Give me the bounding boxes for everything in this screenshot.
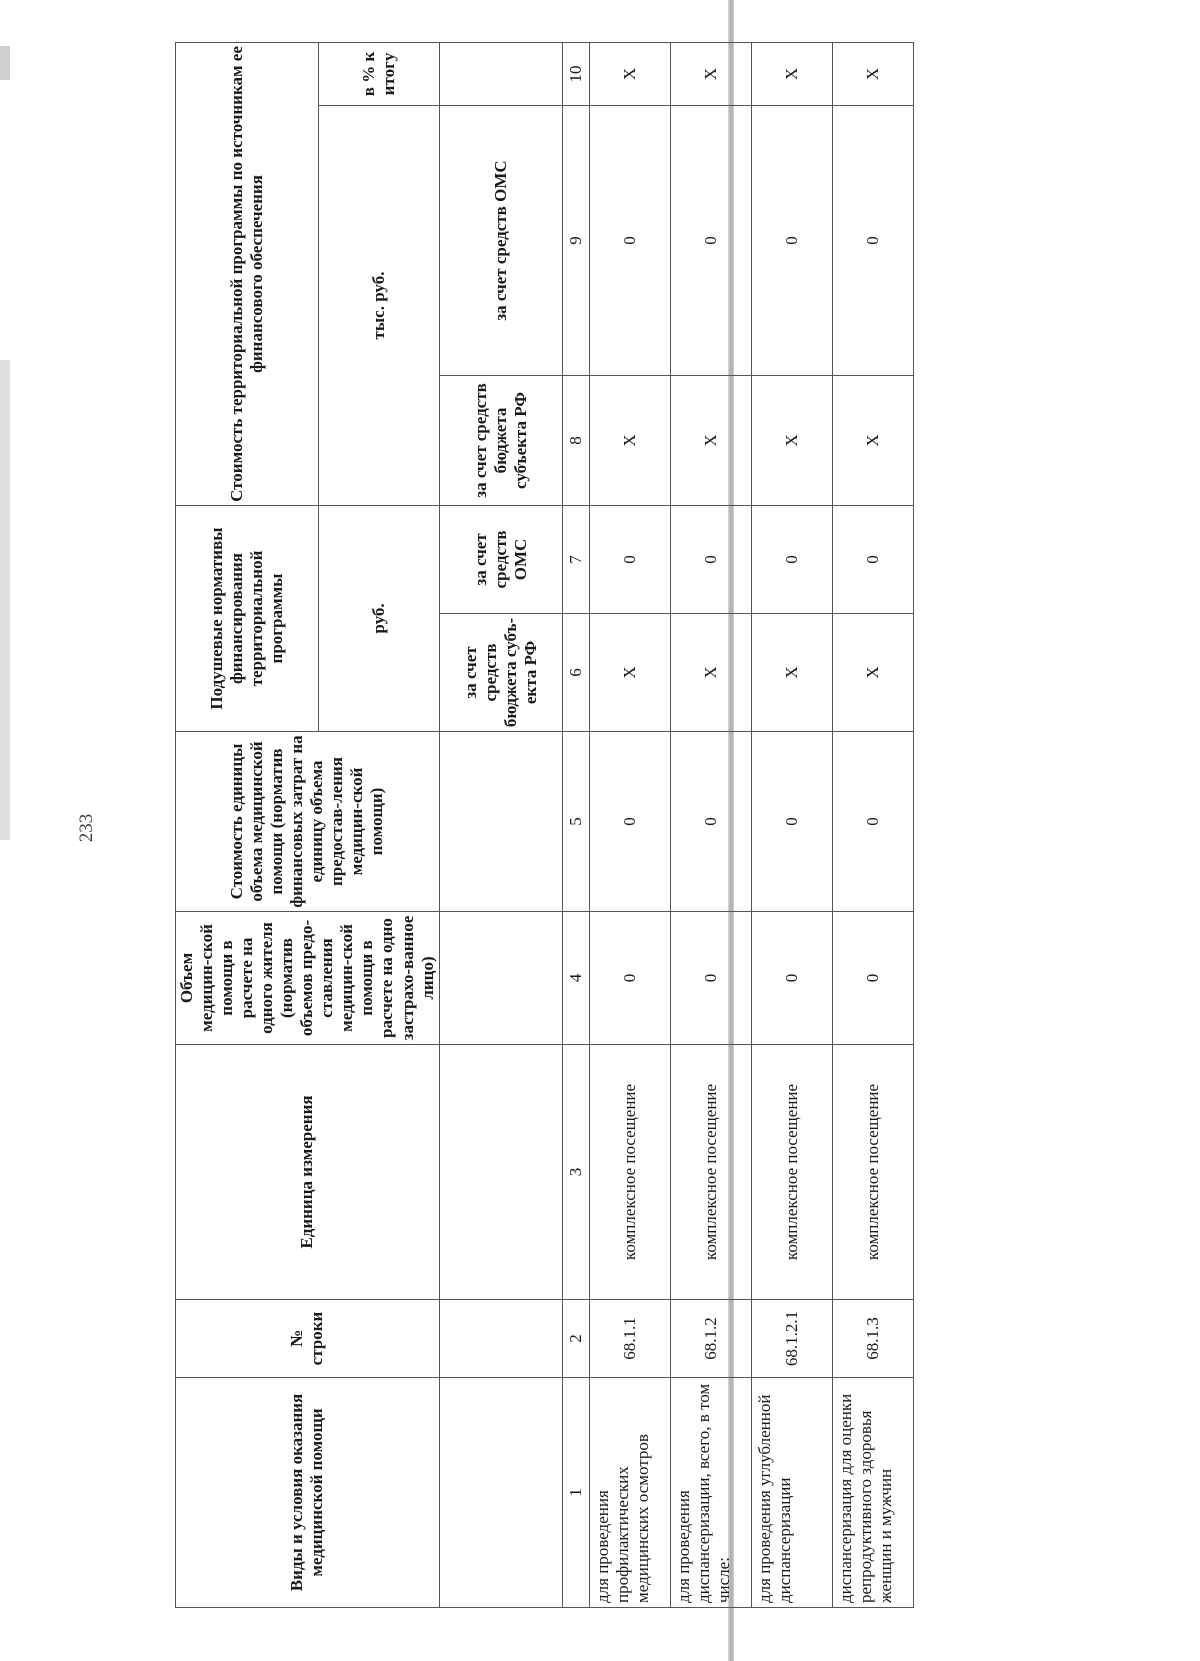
table-row [670, 42, 751, 1607]
cell-unit-cost: 0 [751, 732, 832, 912]
cell-volume: 0 [670, 912, 751, 1045]
header-per-capita-norms: Подушевые нормативы финансирования территориальной программы [176, 506, 319, 732]
row-code: 68.1.2 [670, 1300, 751, 1378]
row-code: 68.1.2.1 [751, 1300, 832, 1378]
cell-volume: 0 [832, 912, 913, 1045]
cell-unit-cost: 0 [589, 732, 670, 912]
cell-cost-budget: X [751, 376, 832, 506]
cell-cost-budget: X [832, 376, 913, 506]
cell-percent: X [832, 42, 913, 105]
row-code: 68.1.3 [832, 1300, 913, 1378]
col-number: 8 [562, 376, 589, 506]
medical-care-cost-table [175, 42, 914, 1608]
row-unit: комплексное посещение [832, 1045, 913, 1300]
col-number: 5 [562, 732, 589, 912]
cell-percent: X [751, 42, 832, 105]
cell-norm-oms: 0 [832, 506, 913, 614]
table-row [589, 42, 670, 1607]
row-unit: комплексное посещение [670, 1045, 751, 1300]
col-number: 6 [562, 614, 589, 732]
col-number: 4 [562, 912, 589, 1045]
header-volume: Объем медицин-ской помощи в расчете на одного жителя (норматив объемов предо-ставления медицин-ской помощи в расчете на одно застрахо-ванное лицо) [176, 912, 440, 1045]
header-care-type: Виды и условия оказания медицинской помощи [176, 1378, 440, 1608]
table-row [832, 42, 913, 1607]
cell-cost-oms: 0 [670, 106, 751, 376]
cell-cost-oms: 0 [832, 106, 913, 376]
cell-norm-oms: 0 [589, 506, 670, 614]
row-name: для проведения диспансеризации, всего, в том числе: [670, 1378, 751, 1608]
scan-mark-top [0, 46, 10, 80]
header-unit: Единица измерения [176, 1045, 440, 1300]
cell-percent: X [589, 42, 670, 105]
col-number: 10 [562, 42, 589, 105]
cell-cost-budget: X [670, 376, 751, 506]
cell-norm-oms: 0 [751, 506, 832, 614]
scan-mark-middle [0, 360, 10, 840]
cell-cost-oms: 0 [751, 106, 832, 376]
cell-norm-oms: 0 [670, 506, 751, 614]
row-code: 68.1.1 [589, 1300, 670, 1378]
page-number: 233 [76, 813, 97, 843]
header-unit-cost: Стоимость единицы объема медицинской помощи (норматив финансовых затрат на единицу объема предостав-ления медицин-ской помощи) [176, 732, 440, 912]
cell-cost-oms: 0 [589, 106, 670, 376]
col-number: 3 [562, 1045, 589, 1300]
cell-norm-budget: X [670, 614, 751, 732]
row-unit: комплексное посещение [589, 1045, 670, 1300]
header-rub: руб. [319, 506, 440, 732]
header-norm-oms: за счет средств ОМС [439, 506, 562, 614]
row-name: для проведения углубленной диспансеризации [751, 1378, 832, 1608]
header-percent: в % к итогу [319, 42, 440, 105]
header-norm-budget: за счет средств бюджета субъ-екта РФ [439, 614, 562, 732]
col-number: 9 [562, 106, 589, 376]
row-name: диспансеризация для оценки репродуктивного здоровья женщин и мужчин [832, 1378, 913, 1608]
header-thous-rub: тыс. руб. [319, 106, 440, 506]
rotated-table-canvas [175, 43, 1071, 1608]
header-cost-budget: за счет средств бюджета субъекта РФ [439, 376, 562, 506]
row-unit: комплексное посещение [751, 1045, 832, 1300]
col-number: 7 [562, 506, 589, 614]
header-row-number: № строки [176, 1300, 440, 1378]
cell-cost-budget: X [589, 376, 670, 506]
table-row [751, 42, 832, 1607]
header-program-cost: Стоимость территориальной программы по источникам ее финансового обеспечения [176, 42, 319, 505]
cell-percent: X [670, 42, 751, 105]
header-cost-oms: за счет средств ОМС [439, 106, 562, 376]
cell-unit-cost: 0 [832, 732, 913, 912]
cell-unit-cost: 0 [670, 732, 751, 912]
col-number: 2 [562, 1300, 589, 1378]
row-name: для проведения профилактических медицинских осмотров [589, 1378, 670, 1608]
col-number: 1 [562, 1378, 589, 1608]
cell-norm-budget: X [589, 614, 670, 732]
cell-volume: 0 [589, 912, 670, 1045]
cell-norm-budget: X [751, 614, 832, 732]
cell-norm-budget: X [832, 614, 913, 732]
cell-volume: 0 [751, 912, 832, 1045]
